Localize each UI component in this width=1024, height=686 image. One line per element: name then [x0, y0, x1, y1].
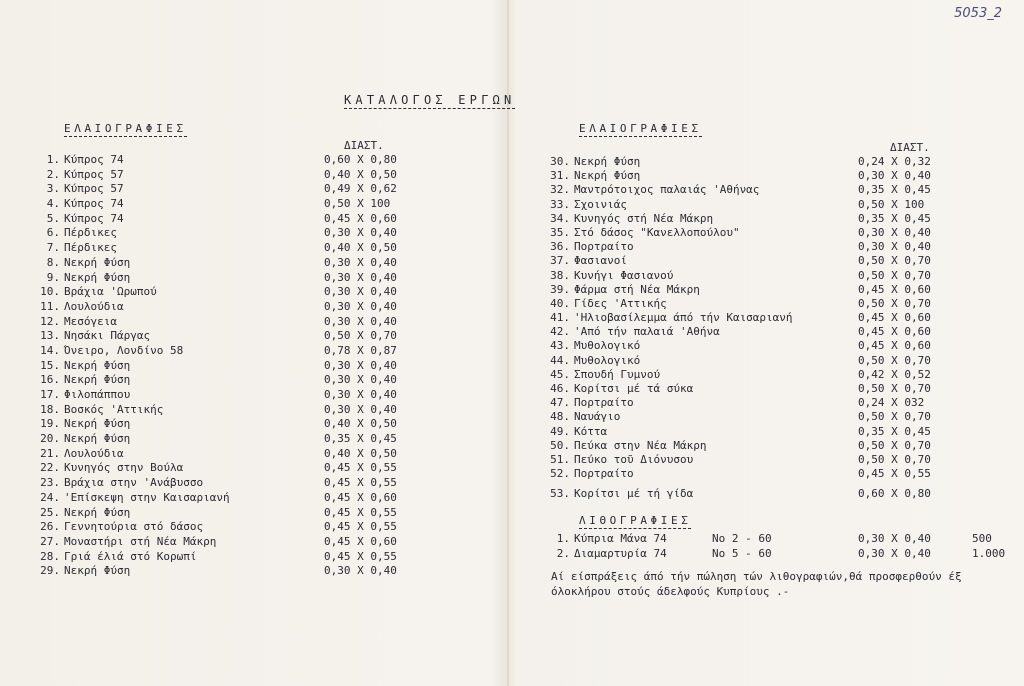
item-number: 19. — [40, 417, 60, 431]
list-item — [38, 373, 458, 388]
item-number: 36. — [550, 240, 570, 254]
item-dimensions: 0,50 Χ 0,70 — [858, 438, 931, 452]
item-dimensions: 0,30 Χ 0,40 — [324, 226, 397, 240]
item-title: Κύπρος 74 — [64, 153, 124, 166]
item-number: 26. — [40, 520, 60, 534]
reference-number: 5053_2 — [954, 6, 1002, 21]
item-number: 1. — [556, 532, 570, 545]
item-number: 31. — [550, 169, 570, 183]
item-number: 30. — [550, 155, 570, 168]
item-number: 46. — [550, 382, 570, 395]
item-dimensions: 0,60 Χ 0,80 — [324, 153, 397, 166]
right-items-list — [548, 155, 968, 502]
item-number: 24. — [40, 490, 60, 504]
item-number: 53. — [550, 487, 570, 501]
item-title: Στό δάσος "Κανελλοπούλου" — [574, 225, 740, 239]
left-section-title: ΕΛΑΙΟΓΡΑΦΙΕΣ — [64, 122, 187, 135]
item-number: 6. — [46, 226, 60, 240]
item-dimensions: 0,45 Χ 0,55 — [858, 467, 931, 481]
item-title: Φάρμα στή Νέα Μάκρη — [574, 282, 700, 296]
list-item — [548, 453, 968, 467]
item-dimensions: 0,35 Χ 0,45 — [324, 432, 397, 446]
item-title: Νεκρή Φύση — [64, 358, 131, 372]
item-dimensions: 0,45 Χ 0,55 — [324, 461, 397, 475]
proceeds-note — [551, 570, 1006, 599]
item-number: 48. — [550, 410, 570, 424]
list-item — [548, 240, 968, 254]
item-title: Φασιανοί — [574, 254, 627, 268]
list-item — [38, 506, 458, 521]
list-item — [38, 432, 458, 447]
item-dimensions: 0,35 Χ 0,45 — [858, 424, 931, 438]
item-dimensions: 0,40 Χ 0,50 — [324, 446, 397, 460]
item-title: Κυνηγός στή Νέα Μάκρη — [574, 211, 714, 225]
item-number: 15. — [40, 358, 60, 372]
item-dimensions: 0,30 Χ 0,40 — [324, 299, 397, 313]
list-item — [548, 425, 968, 439]
item-number: 9. — [46, 270, 60, 284]
list-item — [548, 297, 968, 311]
list-item — [548, 354, 968, 368]
item-number: 49. — [550, 424, 570, 438]
item-title: Κύπρος 74 — [64, 211, 124, 225]
item-number: 17. — [40, 388, 60, 401]
litho-items-list — [548, 532, 1008, 561]
list-item — [38, 344, 458, 359]
item-number: 40. — [550, 296, 570, 310]
list-item — [548, 269, 968, 283]
list-item — [38, 241, 458, 256]
item-number: 42. — [550, 325, 570, 339]
list-item — [548, 311, 968, 325]
item-number: 13. — [40, 329, 60, 343]
item-number: 5. — [46, 211, 60, 225]
item-number: 32. — [550, 183, 570, 197]
item-dimensions: 0,30 Χ 0,40 — [858, 240, 931, 254]
item-number: 28. — [40, 549, 60, 563]
list-item — [548, 283, 968, 297]
item-number: 50. — [550, 438, 570, 452]
item-dimensions: 0,40 Χ 0,50 — [324, 167, 397, 181]
item-title: Κυνηγός στην Βούλα — [64, 461, 184, 475]
list-item — [548, 183, 968, 197]
item-title: Νεκρή Φύση — [64, 373, 131, 387]
item-title: Σπουδή Γυμνού — [574, 367, 661, 381]
list-item — [38, 417, 458, 432]
item-number: 7. — [46, 241, 60, 255]
item-title: Κυνήγι Φασιανού — [574, 268, 674, 282]
item-dimensions: 0,50 Χ 100 — [858, 197, 925, 211]
item-title: Γριά έλιά στό Κορωπί — [64, 549, 197, 563]
item-number: 25. — [40, 505, 60, 519]
list-item — [38, 564, 458, 579]
item-dimensions: 0,45 Χ 0,55 — [324, 549, 397, 563]
item-title: Κύπρος 57 — [64, 167, 124, 181]
list-item — [38, 550, 458, 565]
right-dim-header: ΔΙΑΣΤ. — [890, 141, 930, 154]
list-item — [548, 339, 968, 353]
item-dimensions: 0,50 Χ 0,70 — [858, 254, 931, 268]
item-title: Κύπρος 57 — [64, 182, 124, 196]
item-title: Κύπρια Μάνα 74 — [574, 532, 667, 545]
list-item — [548, 547, 1008, 562]
item-dimensions: 0,45 Χ 0,60 — [324, 211, 397, 225]
item-title: Πέρδικες — [64, 226, 117, 240]
item-title: Βοσκός 'Αττικής — [64, 402, 164, 416]
item-dimensions: 0,30 Χ 0,40 — [858, 225, 931, 239]
item-dimensions: 0,45 Χ 0,55 — [324, 520, 397, 534]
item-dimensions: 0,30 Χ 0,40 — [324, 285, 397, 299]
item-title: Σχοινιάς — [574, 197, 627, 211]
item-number: 2. — [556, 546, 570, 560]
list-item — [548, 410, 968, 424]
item-dimensions: 0,30 Χ 0,40 — [324, 255, 397, 269]
list-item — [38, 388, 458, 403]
item-title: Ναυάγιο — [574, 410, 621, 424]
item-dimensions: 0,45 Χ 0,60 — [858, 282, 931, 296]
item-dimensions: 0,78 Χ 0,87 — [324, 343, 397, 357]
list-item — [548, 212, 968, 226]
item-title: Μυθολογικό — [574, 339, 641, 353]
item-title: Νεκρή Φύση — [574, 155, 641, 168]
item-title: Νεκρή Φύση — [64, 505, 131, 519]
list-item — [38, 447, 458, 462]
item-dimensions: 0,45 Χ 0,60 — [858, 339, 931, 353]
item-number: 41. — [550, 311, 570, 325]
list-item — [548, 254, 968, 268]
list-item — [38, 359, 458, 374]
item-title: Νησάκι Πάργας — [64, 329, 151, 343]
item-title: Φιλοπάππου — [64, 388, 131, 401]
item-number: 11. — [40, 299, 60, 313]
list-item — [38, 520, 458, 535]
item-title: Νεκρή Φύση — [64, 417, 131, 431]
item-dimensions: 0,35 Χ 0,45 — [858, 183, 931, 197]
main-title: ΚΑΤΑΛΟΓΟΣ ΕΡΓΩΝ — [344, 93, 516, 107]
item-dimensions: 0,30 Χ 0,40 — [858, 546, 931, 560]
item-title: Γεννητούρια στό δάσος — [64, 520, 204, 534]
item-number: 4. — [46, 197, 60, 211]
item-dimensions: 0,50 Χ 0,70 — [858, 296, 931, 310]
item-title: Διαμαρτυρία 74 — [574, 546, 667, 560]
list-item — [38, 315, 458, 330]
proceeds-note-line-1: Αί είσπράξεις άπό τήν πώληση τών λιθογραφιών,θά προσφερθούν έξ — [551, 570, 962, 583]
item-price: 500 — [972, 532, 992, 545]
item-number: 23. — [40, 476, 60, 490]
list-item — [38, 535, 458, 550]
item-title: Γίδες 'Αττικής — [574, 296, 667, 310]
list-item — [38, 168, 458, 183]
litho-section-title: ΛΙΘΟΓΡΑΦΙΕΣ — [579, 514, 692, 527]
list-item — [38, 285, 458, 300]
list-item — [548, 226, 968, 240]
item-dimensions: 0,30 Χ 0,40 — [324, 388, 397, 401]
item-number: 22. — [40, 461, 60, 475]
item-number: 1. — [46, 153, 60, 166]
item-number: 12. — [40, 314, 60, 328]
item-number: 38. — [550, 268, 570, 282]
item-dimensions: 0,24 Χ 032 — [858, 396, 925, 410]
list-item — [38, 212, 458, 227]
item-title: Λουλούδια — [64, 446, 124, 460]
item-code: Νο 2 - 60 — [712, 532, 772, 545]
list-item — [38, 271, 458, 286]
item-code: Νο 5 - 60 — [712, 546, 772, 560]
item-number: 29. — [40, 564, 60, 578]
list-item — [548, 396, 968, 410]
item-title: Μαντρότοιχος παλαιάς 'Αθήνας — [574, 183, 760, 197]
item-dimensions: 0,50 Χ 0,70 — [858, 452, 931, 466]
list-item — [38, 329, 458, 344]
item-dimensions: 0,30 Χ 0,40 — [324, 270, 397, 284]
item-number: 14. — [40, 343, 60, 357]
left-items-list — [38, 153, 458, 579]
item-dimensions: 0,50 Χ 0,70 — [858, 268, 931, 282]
item-title: Λουλούδια — [64, 299, 124, 313]
item-dimensions: 0,40 Χ 0,50 — [324, 417, 397, 431]
item-title: Πέρδικες — [64, 241, 117, 255]
item-number: 47. — [550, 396, 570, 410]
item-title: Κόττα — [574, 424, 608, 438]
item-dimensions: 0,50 Χ 0,70 — [324, 329, 397, 343]
item-title: 'Ηλιοβασίλεμμα άπό τήν Καισαριανή — [574, 311, 793, 325]
item-dimensions: 0,49 Χ 0,62 — [324, 182, 397, 196]
list-item — [38, 197, 458, 212]
list-item — [38, 153, 458, 168]
item-title: Βράχια 'Ωρωπού — [64, 285, 157, 299]
item-dimensions: 0,45 Χ 0,60 — [858, 311, 931, 325]
item-dimensions: 0,45 Χ 0,60 — [324, 490, 397, 504]
item-dimensions: 0,45 Χ 0,55 — [324, 505, 397, 519]
list-item — [548, 487, 968, 501]
list-item — [548, 198, 968, 212]
item-title: Πορτραίτο — [574, 467, 634, 481]
item-dimensions: 0,30 Χ 0,40 — [324, 358, 397, 372]
item-dimensions: 0,45 Χ 0,60 — [858, 325, 931, 339]
item-dimensions: 0,30 Χ 0,40 — [858, 169, 931, 183]
item-dimensions: 0,30 Χ 0,40 — [324, 314, 397, 328]
item-dimensions: 0,35 Χ 0,45 — [858, 211, 931, 225]
item-number: 2. — [46, 167, 60, 181]
list-item — [38, 476, 458, 491]
item-dimensions: 0,45 Χ 0,55 — [324, 476, 397, 490]
item-number: 43. — [550, 339, 570, 353]
item-title: 'Από τήν παλαιά 'Αθήνα — [574, 325, 720, 339]
item-title: 'Επίσκεψη στην Καισαριανή — [64, 490, 230, 504]
item-number: 35. — [550, 225, 570, 239]
list-item — [548, 467, 968, 481]
list-item — [548, 325, 968, 339]
item-dimensions: 0,30 Χ 0,40 — [858, 532, 931, 545]
list-item — [38, 256, 458, 271]
item-number: 16. — [40, 373, 60, 387]
item-title: Πεύκα στην Νέα Μάκρη — [574, 438, 707, 452]
item-dimensions: 0,50 Χ 0,70 — [858, 410, 931, 424]
list-item — [548, 439, 968, 453]
item-title: Όνειρο, Λονδίνο 58 — [64, 343, 184, 357]
item-title: Πορτραίτο — [574, 396, 634, 410]
item-dimensions: 0,60 Χ 0,80 — [858, 487, 931, 501]
item-title: Νεκρή Φύση — [64, 255, 131, 269]
item-number: 45. — [550, 367, 570, 381]
item-dimensions: 0,30 Χ 0,40 — [324, 402, 397, 416]
item-number: 44. — [550, 353, 570, 367]
item-number: 21. — [40, 446, 60, 460]
item-title: Νεκρή Φύση — [64, 270, 131, 284]
right-section-title: ΕΛΑΙΟΓΡΑΦΙΕΣ — [579, 122, 702, 135]
list-item — [38, 491, 458, 506]
item-title: Νεκρή Φύση — [64, 564, 131, 578]
item-title: Κύπρος 74 — [64, 197, 124, 211]
item-price: 1.000 — [972, 546, 1006, 560]
list-item — [548, 169, 968, 183]
item-dimensions: 0,50 Χ 0,70 — [858, 353, 931, 367]
item-number: 52. — [550, 467, 570, 481]
item-number: 18. — [40, 402, 60, 416]
item-title: Νεκρή Φύση — [64, 432, 131, 446]
item-number: 33. — [550, 197, 570, 211]
item-title: Βράχια στην 'Ανάβυσσο — [64, 476, 204, 490]
item-title: Μεσόγεια — [64, 314, 117, 328]
item-number: 51. — [550, 452, 570, 466]
list-item — [38, 403, 458, 418]
item-title: Πεύκο τοῦ Διόνυσου — [574, 452, 694, 466]
item-title: Πορτραίτο — [574, 240, 634, 254]
list-item — [548, 368, 968, 382]
list-item — [38, 300, 458, 315]
list-item — [548, 155, 968, 169]
item-number: 8. — [46, 255, 60, 269]
list-item — [548, 532, 1008, 547]
item-number: 39. — [550, 282, 570, 296]
proceeds-note-line-2: όλοκλήρου στούς άδελφούς Κυπρίους .- — [551, 584, 790, 598]
item-title: Κορίτσι μέ τή γίδα — [574, 487, 694, 501]
item-title: Κορίτσι μέ τά σύκα — [574, 382, 694, 395]
item-dimensions: 0,40 Χ 0,50 — [324, 241, 397, 255]
list-item — [548, 382, 968, 396]
item-number: 34. — [550, 211, 570, 225]
item-number: 27. — [40, 534, 60, 548]
list-item — [38, 226, 458, 241]
item-title: Μυθολογικό — [574, 353, 641, 367]
item-dimensions: 0,30 Χ 0,40 — [324, 373, 397, 387]
item-number: 20. — [40, 432, 60, 446]
item-dimensions: 0,42 Χ 0,52 — [858, 367, 931, 381]
left-dim-header: ΔΙΑΣΤ. — [344, 139, 384, 152]
item-dimensions: 0,50 Χ 100 — [324, 197, 391, 211]
item-dimensions: 0,50 Χ 0,70 — [858, 382, 931, 395]
item-dimensions: 0,30 Χ 0,40 — [324, 564, 397, 578]
item-number: 37. — [550, 254, 570, 268]
list-item — [38, 182, 458, 197]
item-dimensions: 0,45 Χ 0,60 — [324, 534, 397, 548]
item-number: 3. — [46, 182, 60, 196]
item-dimensions: 0,24 Χ 0,32 — [858, 155, 931, 168]
item-number: 10. — [40, 285, 60, 299]
list-item — [38, 461, 458, 476]
item-title: Νεκρή Φύση — [574, 169, 641, 183]
item-title: Μοναστήρι στή Νέα Μάκρη — [64, 534, 217, 548]
